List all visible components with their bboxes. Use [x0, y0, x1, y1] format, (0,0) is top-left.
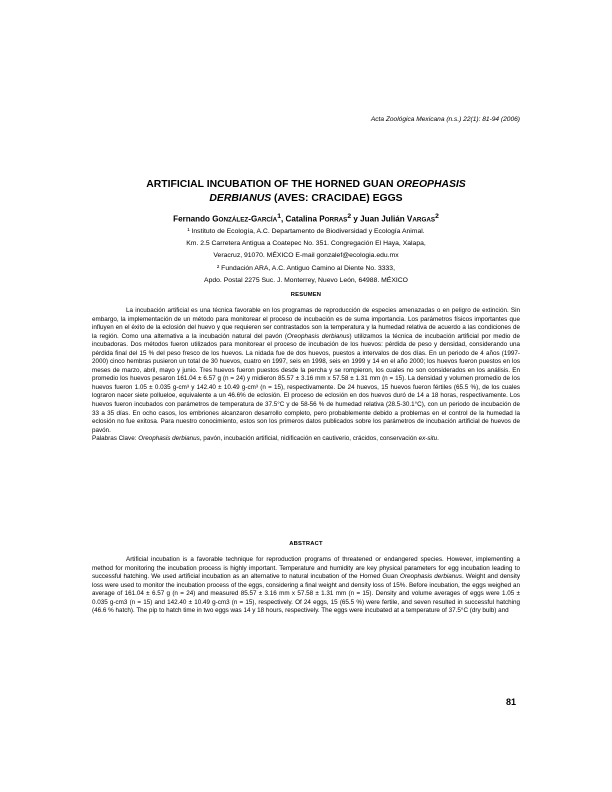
- keywords-exsitu: ex-situ: [418, 435, 438, 443]
- title-line1-prefix: ARTIFICIAL INCUBATION OF THE HORNED GUAN: [146, 179, 397, 190]
- title-line1-italic: OREOPHASIS: [396, 179, 466, 190]
- resumen-keywords: [92, 435, 520, 444]
- abstract-text-b: . Weight and density loss were used to monitor the incubation process of the eggs, considering a final weight and density loss of 15%. Before incubation, the eggs weighed an average of 161.04 ± 6.57 g (n = 24) and measured 85.57 ± 3.16 mm x 57.58 ± 1.31 mm (n = 15). Density and volume averages of eggs were 1.05 ± 0.035 g-cm3 (n = 15) and 142.40 ± 10.49 g-cm3 (n = 15), respectively. Of 24 eggs, 15 (65.5 %) were fertile, and seven resulted in successful hatching (46.6 % hatch). The pip to hatch time in two eggs was 14 y 18 hours, respectively. The eggs were incubated at a temperature of 37.5°C (dry bulb) and: [92, 573, 520, 615]
- affiliations: [0, 226, 612, 287]
- abstract-species: Oreophasis derbianus: [399, 573, 462, 581]
- keywords-end: .: [437, 435, 439, 443]
- title-line2-suffix: (AVES: CRACIDAE) EGGS: [271, 193, 403, 204]
- affiliation-line: Apdo. Postal 2275 Suc. J. Monterrey, Nuevo León, 64988. MÉXICO: [204, 276, 408, 284]
- author1-sup: 1: [277, 213, 281, 220]
- author3-sc: ARGAS: [412, 216, 436, 224]
- affiliation-line: ² Fundación ARA, A.C. Antiguo Camino al Diente No. 3333,: [217, 264, 395, 272]
- author2-first: , Catalina P: [281, 214, 325, 224]
- author2-sup: 2: [347, 213, 352, 220]
- author1-sc2: ARCÍA: [257, 216, 278, 224]
- keywords-label: Palabras Clave:: [92, 435, 139, 443]
- resumen-text-a: La incubación artificial es una técnica favorable en los programas de reproducción de especies amenazadas o en peligro de extinción. Sin embargo, la implementación de un método para monitorear el proceso de incubación es de suma importancia. Los parámetros físicos importantes que influyen en el éxito de la eclosión del huevo y que requieren ser contrastados son la temperatura y la humedad relativa de acuerdo a las condiciones de la región. Como una alternativa a la incubación natural del pavón (: [92, 307, 520, 340]
- article-title: [0, 178, 612, 206]
- affiliation-line: ¹ Instituto de Ecología, A.C. Departamento de Biodiversidad y Ecología Animal.: [187, 228, 425, 235]
- affiliation-line: Veracruz, 91070. MÉXICO E-mail gonzalef@ecologia.edu.mx: [213, 252, 399, 260]
- author1-sc: ONZÁLEZ: [218, 216, 249, 224]
- title-line2-italic: DERBIANUS: [209, 193, 272, 204]
- resumen-paragraph: [92, 307, 520, 435]
- resumen-body: [92, 307, 520, 444]
- author1-mid: -G: [248, 214, 258, 224]
- author1-first: Fernando G: [173, 214, 219, 224]
- resumen-species: Oreophasis derbianus: [287, 332, 350, 340]
- affiliation-line: Km. 2.5 Carretera Antigua a Coatepec No. 351. Congregación El Haya, Xalapa,: [186, 240, 426, 248]
- abstract-body: [92, 556, 520, 616]
- keywords-species: Oreophasis derbianus: [138, 435, 200, 443]
- author-list: [0, 213, 612, 224]
- abstract-heading: ABSTRACT: [289, 541, 323, 547]
- author2-sc: ORRAS: [324, 216, 348, 224]
- resumen-text-b: ) utilizamos la técnica de incubación artificial por medio de incubadoras. Dos métodos fueron utilizados para monitorear el proceso de incubación de los huevos: pérdida de peso y densidad, considerando una pérdida final del 15 % del peso fresco de los huevos. La nidada fue de dos huevos, puestos a intervalos de dos días. En un periodo de 4 años (1997-2000) cinco hembras pusieron un total de 30 huevos, cuatro en 1997, seis en 1998, seis en 1999 y 14 en el año 2000; los huevos fueron puestos en los meses de marzo, abril, mayo y junio. Tres huevos fueron puestos desde la percha y se rompieron, los cuales no son considerados en los análisis. En promedio los huevos pesaron 161.04 ± 6.57 g (n = 24) y midieron 85.57 ± 3.16 mm x 57.58 ± 1.31 mm (n = 15). La densidad y volumen promedio de los huevos fueron 1.05 ± 0.035 g-cm³ y 142.40 ± 10.49 g-cm³ (n = 15), respectivamente. De 24 huevos, 15 huevos fueron fértiles (65.5 %), de los cuales lograron nacer siete pollueloe, equivalente a un 46.6% de eclosión. El proceso de eclosión en dos huevos duró de 14 a 18 horas, respectivamente. Los huevos fueron incubados con parámetros de temperatura de 37.5°C y de 58-56 % de humedad relativa (28.5-30.1°C), con un periodo de incubación de 33 a 35 días. En ocho casos, los embriones alcanzaron desarrollo completo, pero probablemente debido a problemas en el control de la humedad la eclosión no fue exitosa. Para nuestro conocimiento, estos son los primeros datos publicados sobre los parámetros de incubación artificial de huevos de pavón.: [92, 332, 521, 434]
- abstract-text-a: Artificial incubation is a favorable technique for reproduction programs of threatened or endangered species. However, implementing a method for monitoring the incubation process is highly important. Temperature and humidity are key physical parameters for egg incubation leading to successful hatching. We used artificial incubation as an alternative to natural incubation of the Horned Guan: [92, 556, 520, 581]
- page-number: 81: [505, 697, 516, 707]
- author3-first: y Juan Julián V: [351, 214, 413, 224]
- resumen-heading: RESUMEN: [290, 292, 322, 298]
- journal-citation: Acta Zoológica Mexicana (n.s.) 22(1): 81-94 (2006): [370, 116, 520, 123]
- keywords-text: , pavón, incubación artificial, nidificación en cautiverio, crácidos, conservación: [199, 435, 419, 443]
- author3-sup: 2: [435, 213, 439, 220]
- abstract-paragraph: [92, 556, 520, 616]
